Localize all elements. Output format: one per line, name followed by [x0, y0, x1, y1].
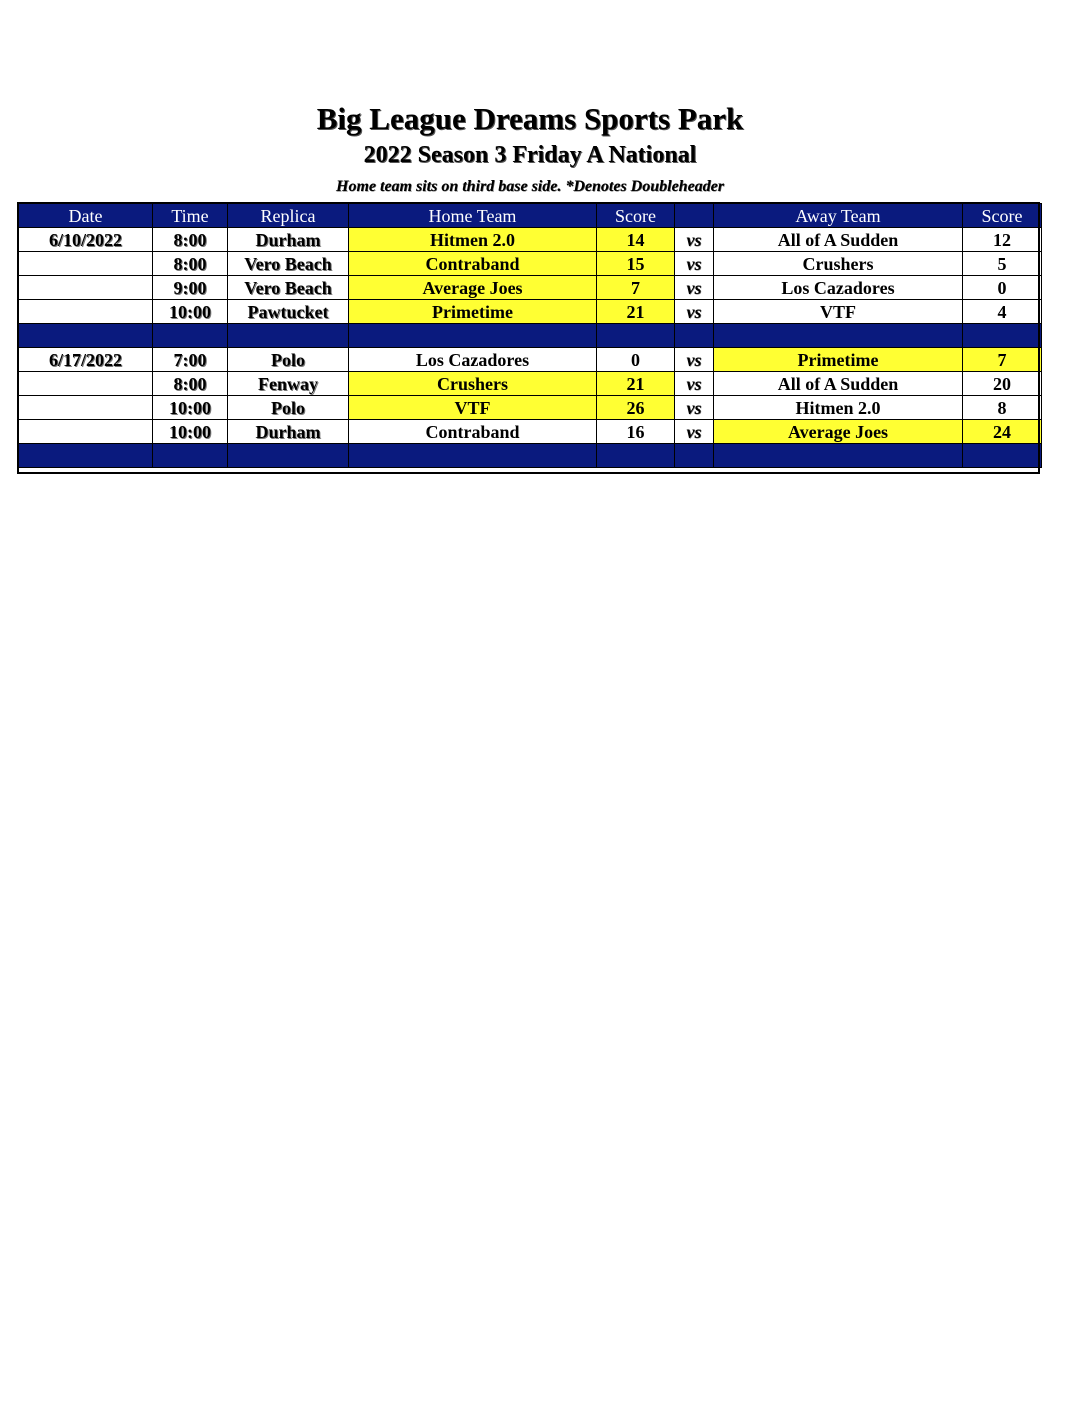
- separator-cell: [597, 444, 675, 468]
- home-score-cell: 0: [597, 348, 675, 372]
- away-team-cell: Average Joes: [714, 420, 963, 444]
- away-score-cell: 20: [963, 372, 1042, 396]
- separator-cell: [19, 444, 153, 468]
- time-cell: 10:00: [153, 396, 228, 420]
- date-cell: [19, 252, 153, 276]
- away-team-cell: VTF: [714, 300, 963, 324]
- replica-cell: Vero Beach: [228, 252, 349, 276]
- vs-cell: vs: [675, 300, 714, 324]
- separator-cell: [349, 444, 597, 468]
- away-score-cell: 8: [963, 396, 1042, 420]
- away-score-cell: 12: [963, 228, 1042, 252]
- home-score-cell: 21: [597, 300, 675, 324]
- vs-cell: vs: [675, 420, 714, 444]
- home-score-cell: 26: [597, 396, 675, 420]
- schedule-body: [19, 228, 1042, 468]
- column-header-vs: [675, 204, 714, 228]
- home-score-cell: 21: [597, 372, 675, 396]
- table-row: [19, 276, 1042, 300]
- time-cell: 7:00: [153, 348, 228, 372]
- home-team-cell: Contraband: [349, 252, 597, 276]
- separator-cell: [675, 324, 714, 348]
- date-cell: [19, 300, 153, 324]
- schedule-table: [18, 203, 1042, 468]
- vs-cell: vs: [675, 348, 714, 372]
- separator-cell: [963, 324, 1042, 348]
- away-team-cell: All of A Sudden: [714, 372, 963, 396]
- vs-cell: vs: [675, 252, 714, 276]
- away-team-cell: Los Cazadores: [714, 276, 963, 300]
- home-score-cell: 14: [597, 228, 675, 252]
- away-team-cell: Hitmen 2.0: [714, 396, 963, 420]
- separator-cell: [19, 324, 153, 348]
- replica-cell: Pawtucket: [228, 300, 349, 324]
- separator-cell: [228, 324, 349, 348]
- separator-cell: [153, 444, 228, 468]
- replica-cell: Durham: [228, 228, 349, 252]
- table-header-row: [19, 204, 1042, 228]
- time-cell: 9:00: [153, 276, 228, 300]
- time-cell: 8:00: [153, 372, 228, 396]
- table-row: [19, 228, 1042, 252]
- page-subtitle: 2022 Season 3 Friday A National: [363, 142, 697, 168]
- time-cell: 8:00: [153, 252, 228, 276]
- home-team-cell: VTF: [349, 396, 597, 420]
- home-team-cell: Los Cazadores: [349, 348, 597, 372]
- separator-cell: [597, 324, 675, 348]
- away-team-cell: Crushers: [714, 252, 963, 276]
- date-cell: 6/10/2022: [19, 228, 153, 252]
- separator-cell: [228, 444, 349, 468]
- away-score-cell: 0: [963, 276, 1042, 300]
- separator-cell: [349, 324, 597, 348]
- separator-cell: [714, 324, 963, 348]
- column-header-away-team: Away Team: [714, 204, 963, 228]
- vs-cell: vs: [675, 372, 714, 396]
- separator-cell: [153, 324, 228, 348]
- home-team-cell: Hitmen 2.0: [349, 228, 597, 252]
- away-score-cell: 7: [963, 348, 1042, 372]
- table-row: [19, 252, 1042, 276]
- date-cell: [19, 372, 153, 396]
- away-team-cell: Primetime: [714, 348, 963, 372]
- time-cell: 8:00: [153, 228, 228, 252]
- separator-cell: [963, 444, 1042, 468]
- column-header-away-score: Score: [963, 204, 1042, 228]
- vs-cell: vs: [675, 396, 714, 420]
- replica-cell: Fenway: [228, 372, 349, 396]
- home-team-cell: Primetime: [349, 300, 597, 324]
- replica-cell: Polo: [228, 348, 349, 372]
- table-row: [19, 396, 1042, 420]
- away-score-cell: 5: [963, 252, 1042, 276]
- separator-cell: [714, 444, 963, 468]
- home-score-cell: 7: [597, 276, 675, 300]
- week-separator-row: [19, 324, 1042, 348]
- replica-cell: Vero Beach: [228, 276, 349, 300]
- table-row: [19, 372, 1042, 396]
- date-cell: 6/17/2022: [19, 348, 153, 372]
- column-header-time: Time: [153, 204, 228, 228]
- away-score-cell: 4: [963, 300, 1042, 324]
- column-header-home-team: Home Team: [349, 204, 597, 228]
- page-title: Big League Dreams Sports Park: [316, 101, 744, 136]
- time-cell: 10:00: [153, 300, 228, 324]
- page-note: Home team sits on third base side. *Denotes Doubleheader: [336, 178, 724, 195]
- table-row: [19, 348, 1042, 372]
- column-header-home-score: Score: [597, 204, 675, 228]
- time-cell: 10:00: [153, 420, 228, 444]
- vs-cell: vs: [675, 228, 714, 252]
- replica-cell: Durham: [228, 420, 349, 444]
- home-team-cell: Contraband: [349, 420, 597, 444]
- replica-cell: Polo: [228, 396, 349, 420]
- week-separator-row: [19, 444, 1042, 468]
- column-header-replica: Replica: [228, 204, 349, 228]
- table-row: [19, 300, 1042, 324]
- home-team-cell: Crushers: [349, 372, 597, 396]
- table-row: [19, 420, 1042, 444]
- home-team-cell: Average Joes: [349, 276, 597, 300]
- away-score-cell: 24: [963, 420, 1042, 444]
- vs-cell: vs: [675, 276, 714, 300]
- home-score-cell: 15: [597, 252, 675, 276]
- date-cell: [19, 276, 153, 300]
- date-cell: [19, 420, 153, 444]
- separator-cell: [675, 444, 714, 468]
- column-header-date: Date: [19, 204, 153, 228]
- home-score-cell: 16: [597, 420, 675, 444]
- away-team-cell: All of A Sudden: [714, 228, 963, 252]
- date-cell: [19, 396, 153, 420]
